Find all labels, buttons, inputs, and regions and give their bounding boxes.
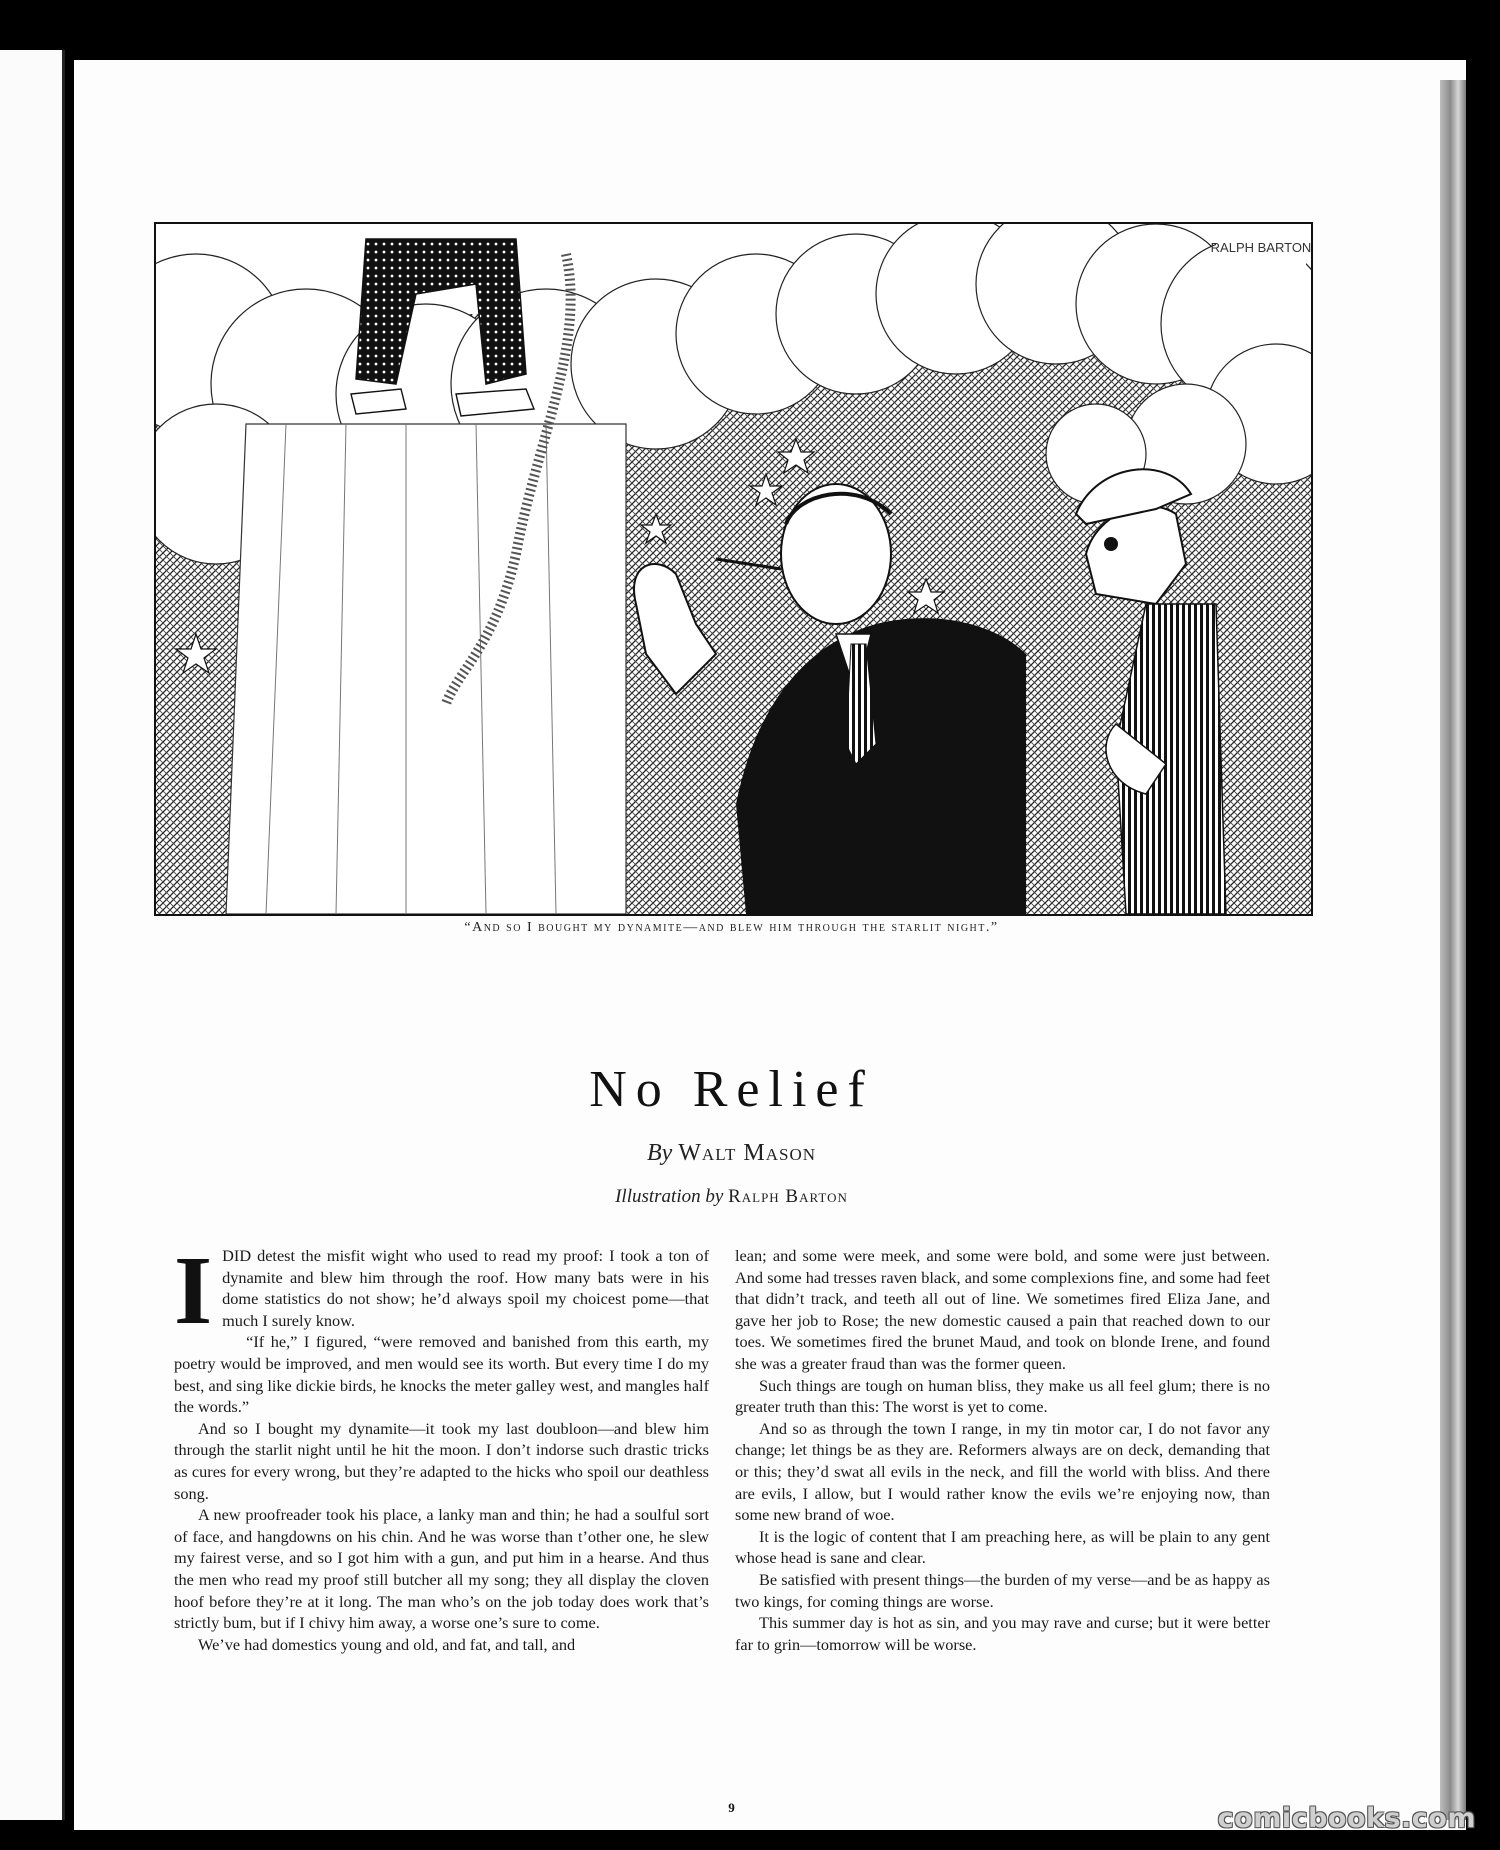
text-column-left: [174, 1237, 709, 1655]
paragraph: This summer day is hot as sin, and you may rave and curse; but it were better far to grin—tomorrow will be worse.: [735, 1613, 1270, 1654]
watermark: comicbooks.com: [1217, 1803, 1476, 1834]
paragraph: We’ve had domestics young and old, and fat, and tall, and: [198, 1634, 576, 1654]
illustration-caption: “And so I bought my dynamite—and blew him through the starlit night.”: [464, 920, 999, 935]
article-title: No Relief: [589, 1061, 874, 1118]
page-number: 9: [728, 1800, 735, 1815]
svg-text:RALPH BARTON: RALPH BARTON: [1210, 240, 1311, 255]
paragraph: lean; and some were meek, and some were bold, and some were just between. And some had tresses raven black, and some complexions fine, and some had feet that didn’t track, and teeth all out of line. We sometimes fired Eliza Jane, and gave her job to Rose; the new domestic caused a pain that reached down to our toes. We sometimes fired the brunet Maud, and took on blonde Irene, and found she was a greater fraud than was the former queen.: [735, 1246, 1270, 1373]
page-stack-edge: [1440, 80, 1466, 1820]
paragraph: I DID detest the misfit wight who used to read my proof: I took a ton of dynamite and blew him through the roof. How many bats were in his dome statistics do not show; he’d always spoil my choicest pome—that much I surely know.: [174, 1237, 709, 1345]
paragraph: “If he,” I figured, “were removed and banished from this earth, my poetry would be improved, and men would see its worth. But every time I do my best, and sing like dickie birds, he knocks the meter galley west, and mangles half the words.”: [174, 1332, 709, 1417]
paragraph: It is the logic of content that I am preaching here, as will be plain to any gent whose head is sane and clear.: [735, 1526, 1270, 1568]
drop-cap: I: [174, 1237, 213, 1345]
man-head: [781, 484, 891, 624]
illustration: [154, 222, 1313, 916]
paragraph: And so as through the town I range, in my tin motor car, I do not favor any change; let things be as they are. Reformers always are on deck, demanding that or this; they’d swat all evils in the neck, and fill the world with bliss. And there are evils, I allow, but I would rather know the evils we’re enjoying now, than some new brand of woe.: [735, 1418, 1270, 1525]
paragraph: A new proofreader took his place, a lanky man and thin; he had a soulful sort of face, and hangdowns on his chin. And he was worse than t’other one, he slew my fairest verse, and so I got him with a gun, and put him in a hearse. And thus the men who read my proof still butcher all my song; they all display the cloven hoof before they’re at it long. The man who’s on the job today does work that’s strictly bum, but if I chivy him away, a worse one’s sure to come.: [174, 1505, 709, 1633]
byline-prefix: By: [646, 1140, 673, 1166]
credit-prefix: Illustration by: [615, 1186, 724, 1207]
illustration-drawing: [156, 224, 1311, 914]
text-column-right: [735, 1245, 1270, 1655]
byline-author: Walt Mason: [678, 1140, 817, 1166]
artist-signature: [1211, 232, 1311, 280]
byline: [154, 1140, 1309, 1167]
paragraph: Be satisfied with present things—the burden of my verse—and be as happy as two kings, for coming things are worse.: [735, 1569, 1270, 1611]
magazine-page: [74, 60, 1466, 1830]
paragraph: Such things are tough on human bliss, they make us all feel glum; there is no greater truth than this: The worst is yet to come.: [735, 1375, 1270, 1417]
light-beam: [226, 424, 626, 914]
shoe-left: [351, 389, 406, 414]
credit-artist: Ralph Barton: [728, 1186, 848, 1207]
paragraph: And so I bought my dynamite—it took my last doubloon—and blew him through the starlit night until he hit the moon. I don’t indorse such drastic tricks as cures for every wrong, but they’re adapted to the hicks who spoil our deathless song.: [174, 1418, 709, 1503]
illustration-credit: [154, 1186, 1309, 1208]
glasses: [1104, 537, 1118, 551]
previous-page-edge: [0, 50, 65, 1820]
